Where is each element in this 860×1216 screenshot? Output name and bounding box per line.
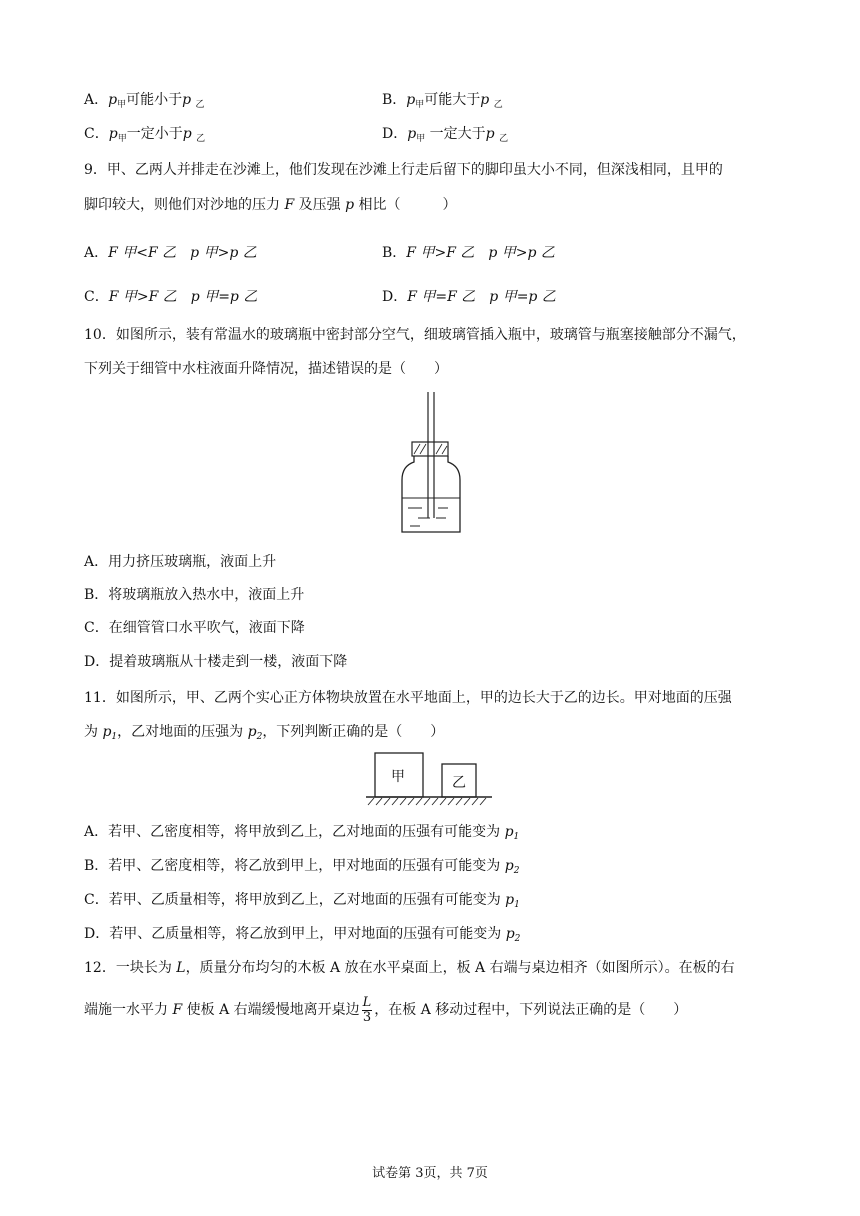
cubes-figure-drawing — [366, 750, 492, 808]
q10-option-c: C．在细管管口水平吹气，液面下降 — [84, 620, 305, 636]
q9-option-b-text: F 甲>F 乙 p 甲>p 乙 — [406, 245, 555, 261]
q10-option-a: A．用力挤压玻璃瓶，液面上升 — [84, 554, 277, 570]
cubes-figure — [366, 750, 492, 808]
q11-option-d: D．若甲、乙质量相等，将乙放到甲上，甲对地面的压强有可能变为 $p_2$ — [84, 926, 521, 944]
q10-option-d: D．提着玻璃瓶从十楼走到一楼，液面下降 — [84, 654, 348, 670]
q11-stem-line1: 11．如图所示，甲、乙两个实心正方体物块放置在水平地面上，甲的边长大于乙的边长。甲对地面的压强 — [84, 690, 732, 706]
q9-option-d: D．F 甲=F 乙 p 甲=p 乙 — [382, 289, 556, 305]
q9-option-a-text: F 甲<F 乙 p 甲>p 乙 — [108, 245, 257, 261]
q12-stem-line2: 端施一水平力 F 使板 A 右端缓慢地离开桌边 $\frac{L}{3}$ ，在板 A 移动过程中，下列说法正确的是（ ） — [84, 994, 688, 1025]
q9-stem-line2: 脚印较大，则他们对沙地的压力 F 及压强 p 相比（ ） — [84, 197, 457, 213]
q9-option-d-text: F 甲=F 乙 p 甲=p 乙 — [407, 289, 556, 305]
q10-stem-line1: 10．如图所示，装有常温水的玻璃瓶中密封部分空气，细玻璃管插入瓶中，玻璃管与瓶塞接触部分不漏气， — [84, 327, 746, 343]
q11-stem-line2: 为 $p_1$，乙对地面的压强为 $p_2$，下列判断正确的是（ ） — [84, 724, 445, 742]
q8-option-d: D．$p_甲$ 一定大于p $_乙$ — [382, 126, 509, 144]
q8-option-b: B．$p_甲$可能大于p $_乙$ — [382, 92, 503, 110]
q9-option-c-text: F 甲>F 乙 p 甲=p 乙 — [108, 289, 258, 305]
q12-stem-line1: 12．一块长为 L，质量分布均匀的木板 A 放在水平桌面上，板 A 右端与桌边相齐（如图所示）。在板的右 — [84, 960, 735, 976]
q8-option-c: C．$p_甲$一定小于p $_乙$ — [84, 126, 206, 144]
bottle-figure — [390, 390, 470, 538]
q10-option-b: B．将玻璃瓶放入热水中，液面上升 — [84, 587, 305, 603]
page-footer: 试卷第 3页，共 7页 — [372, 1166, 488, 1181]
q10-stem-line2: 下列关于细管中水柱液面升降情况，描述错误的是（ ） — [84, 361, 448, 377]
cube-jia-label: 甲 — [391, 769, 405, 785]
q8-option-a: A．$p_甲$可能小于p $_乙$ — [84, 92, 205, 110]
q9-option-c: C．F 甲>F 乙 p 甲=p 乙 — [84, 289, 258, 305]
q9-option-b: B．F 甲>F 乙 p 甲>p 乙 — [382, 245, 555, 261]
q9-option-a: A．F 甲<F 乙 p 甲>p 乙 — [84, 245, 257, 261]
q11-option-c: C．若甲、乙质量相等，将甲放到乙上，乙对地面的压强有可能变为 $p_1$ — [84, 892, 520, 910]
q11-option-b: B．若甲、乙密度相等，将乙放到甲上，甲对地面的压强有可能变为 $p_2$ — [84, 858, 520, 876]
cube-yi-label: 乙 — [452, 775, 466, 791]
fraction-l-over-3: $\frac{L}{3}$ — [362, 994, 372, 1025]
q9-stem-line1: 9．甲、乙两人并排走在沙滩上，他们发现在沙滩上行走后留下的脚印虽大小不同，但深浅相同，且甲的 — [84, 162, 723, 178]
q11-option-a: A．若甲、乙密度相等，将甲放到乙上，乙对地面的压强有可能变为 $p_1$ — [84, 824, 520, 842]
